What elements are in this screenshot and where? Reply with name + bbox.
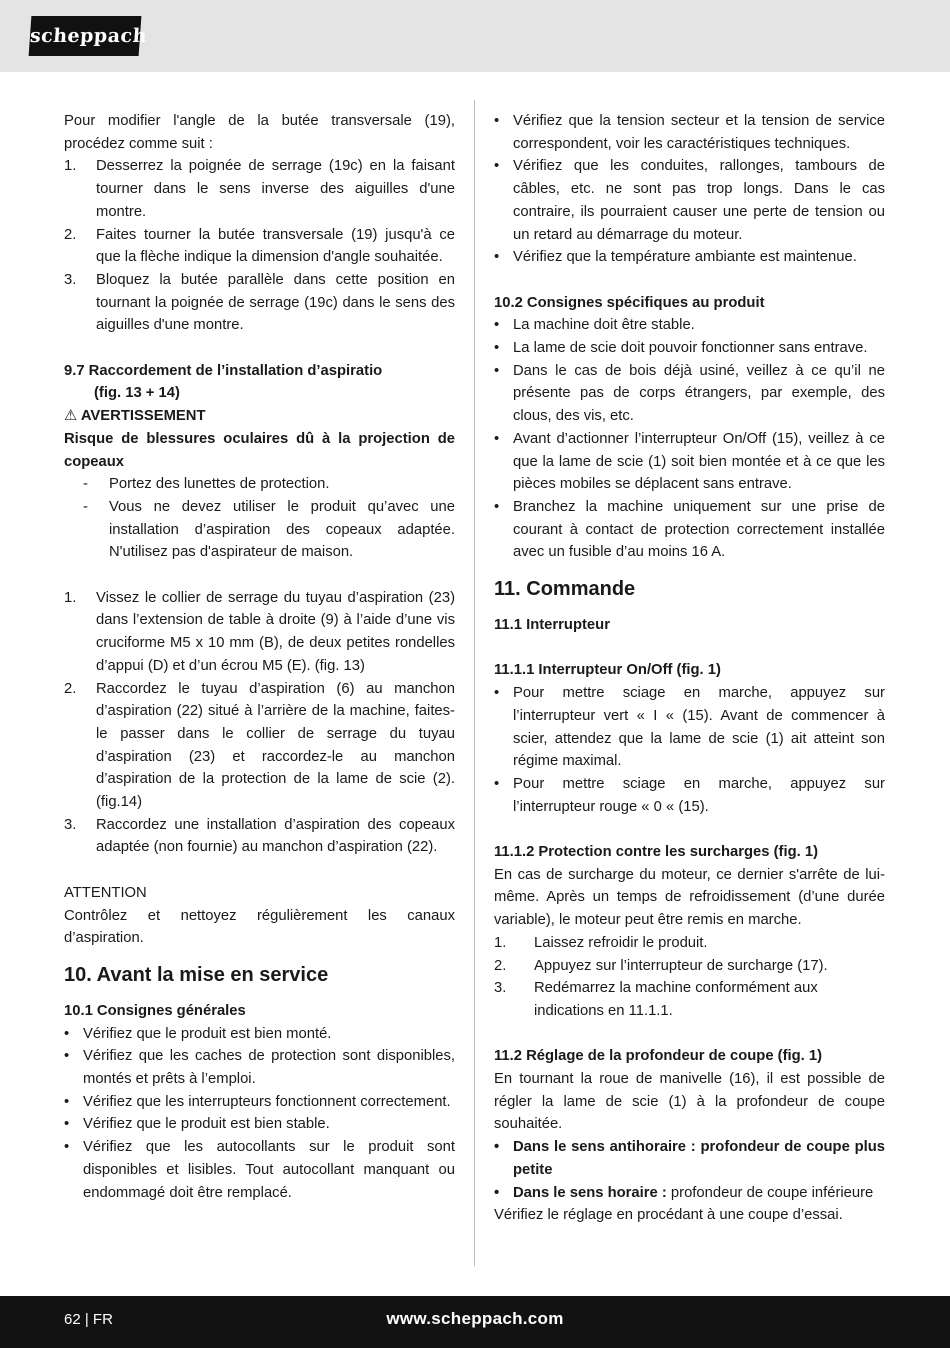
attention-title: ATTENTION [64, 884, 147, 901]
depth-verify-text: Vérifiez le réglage en procédant à une coupe d’essai. [494, 1207, 843, 1224]
list-text: Avant d’actionner l’interrupteur On/Off (15), veillez à ce que la lame de scie (1) soit bien montée et à ce que les pièces mobiles se déplacent sans entrave. [513, 430, 885, 493]
depth-bullet-counterclockwise: • Dans le sens antihoraire : profondeur de coupe plus petite [494, 1139, 885, 1178]
list-marker: • [64, 1093, 70, 1110]
list-marker: • [494, 430, 500, 447]
list-text: Desserrez la poignée de serrage (19c) en la faisant tourner dans le sens inverse des aiguilles d'une montre. [96, 158, 455, 220]
list-marker: 1. [64, 589, 77, 606]
list-item [494, 932, 885, 955]
warning-title: AVERTISSEMENT [80, 408, 206, 425]
list-marker: 2. [64, 226, 77, 243]
section-10-1-title: 10.1 Consignes générales [64, 1002, 246, 1019]
depth-text: En tournant la roue de manivelle (16), il est possible de régler la lame de scie (1) à la profondeur de coupe souhaitée. [494, 1071, 885, 1133]
list-text: Vissez le collier de serrage du tuyau d’aspiration (23) dans l’extension de table à droite (9) à l’aide d’une vis cruciforme M5 x 10 mm (B), de deux petites rondelles d’appui (D) et d’un écrou M5 (E). (fig. 13) [96, 589, 455, 674]
list-item [494, 977, 885, 1022]
section-11-2-title: 11.2 Réglage de la profondeur de coupe (fig. 1) [494, 1048, 823, 1065]
list-marker: • [64, 1025, 70, 1042]
angle-steps [64, 155, 455, 337]
list-item [64, 269, 455, 337]
list-text: Vérifiez que les caches de protection sont disponibles, montés et prêts à l’emploi. [83, 1048, 455, 1088]
list-marker: - [83, 498, 88, 515]
list-marker: - [83, 476, 88, 493]
section-10-title: 10. Avant la mise en service [64, 963, 329, 986]
right-column [494, 110, 885, 1227]
list-marker: • [494, 317, 500, 334]
list-item [64, 1091, 455, 1114]
list-item [494, 682, 885, 773]
list-text: Faites tourner la butée transversale (19) jusqu'à ce que la flèche indique la dimension d'angle souhaitée. [96, 226, 455, 266]
overload-steps [494, 932, 885, 1023]
list-text: Dans le cas de bois déjà usiné, veillez à ce qu’il ne présente pas de corps étrangers, par exemple, des clous, des vis, etc. [513, 362, 885, 425]
list-text: Pour mettre sciage en marche, appuyez sur l’interrupteur vert « I « (15). Avant de commencer à scier, attendez que la lame de scie (1) ait atteint son régime maximal. [513, 685, 885, 770]
depth-bullet-clockwise: • Dans le sens horaire : profondeur de coupe inférieure [494, 1184, 874, 1201]
list-marker: 1. [64, 158, 77, 175]
attention-text: Contrôlez et nettoyez régulièrement les canaux d’aspiration. [64, 907, 455, 947]
list-marker: • [494, 113, 500, 129]
list-item [64, 587, 455, 678]
section-11-1-title: 11.1 Interrupteur [494, 617, 610, 634]
product-instructions [494, 314, 885, 564]
list-marker: • [494, 249, 500, 266]
list-item [494, 955, 885, 978]
column-divider [474, 100, 475, 1266]
section-9-7-fig: (fig. 13 + 14) [94, 385, 180, 402]
list-marker: • [64, 1048, 70, 1065]
list-text: Pour mettre sciage en marche, appuyez sur l’interrupteur rouge « 0 « (15). [513, 775, 885, 815]
list-marker: • [64, 1139, 70, 1156]
list-text: La lame de scie doit pouvoir fonctionner sans entrave. [513, 340, 868, 357]
list-text: Vérifiez que la tension secteur et la tension de service correspondent, voir les caractéristiques techniques. [513, 113, 885, 152]
list-item [64, 1045, 455, 1090]
list-item [494, 773, 885, 818]
section-11-1-1-title: 11.1.1 Interrupteur On/Off (fig. 1) [494, 662, 721, 679]
brand-logo: scheppach [29, 16, 142, 56]
list-marker: • [494, 158, 500, 175]
website-url: www.scheppach.com [386, 1309, 564, 1328]
page-number: 62 | FR [64, 1311, 113, 1328]
warning-risk: Risque de blessures oculaires dû à la projection de copeaux [64, 430, 455, 470]
list-marker: 3. [64, 816, 77, 833]
list-item [64, 155, 455, 223]
suction-steps [64, 587, 455, 859]
list-text: Vérifiez que les conduites, rallonges, tambours de câbles, etc. ne sont pas trop longs. Dans le cas contraire, ils pourraient causer une perte de tension ou un retard au démarrage du moteur. [513, 158, 885, 243]
list-marker: • [494, 362, 500, 379]
list-text: Vérifiez que les interrupteurs fonctionnent correctement. [83, 1093, 451, 1110]
list-marker: • [64, 1116, 70, 1133]
list-marker: • [494, 498, 500, 515]
list-text: Laissez refroidir le produit. [534, 934, 708, 951]
list-text: Vérifiez que les autocollants sur le produit sont disponibles et lisibles. Tout autocollant manquant ou endommagé doit être remplacé. [83, 1139, 455, 1201]
list-marker: 2. [64, 680, 77, 697]
list-item [64, 1136, 455, 1204]
list-text: Branchez la machine uniquement sur une prise de courant à contact de protection correctement installée avec un fusible d’au moins 16 A. [513, 498, 885, 561]
list-marker: 2. [494, 957, 507, 974]
list-item [494, 314, 885, 337]
warning-heading [64, 405, 455, 428]
list-item [64, 224, 455, 269]
list-text: La machine doit être stable. [513, 317, 695, 334]
list-item [494, 155, 885, 246]
list-text: Vérifiez que la température ambiante est maintenue. [513, 249, 857, 266]
list-text: Vous ne devez utiliser le produit qu’avec une installation d’aspiration des copeaux adaptée. N'utilisez pas d'aspirateur de maison. [109, 498, 455, 561]
voltage-items [494, 110, 885, 269]
list-item [64, 1023, 455, 1046]
list-text: Redémarrez la machine conformément aux indications en 11.1.1. [534, 980, 818, 1019]
list-text: Bloquez la butée parallèle dans cette position en tournant la poignée de serrage (19c) dans le sens des aiguilles d'une montre. [96, 271, 455, 334]
section-11-1-2-title: 11.1.2 Protection contre les surcharges (fig. 1) [494, 844, 818, 861]
warning-items [64, 473, 455, 564]
list-item [494, 246, 885, 269]
section-9-7-title: 9.7 Raccordement de l’installation d’aspiratio [64, 362, 383, 379]
list-marker: 1. [494, 934, 507, 951]
warning-icon: ⚠ [64, 408, 78, 425]
list-item [64, 473, 455, 496]
intro-text: Pour modifier l'angle de la butée transversale (19), procédez comme suit : [64, 113, 455, 152]
footer-bar [0, 1296, 950, 1348]
list-item [64, 496, 455, 564]
list-marker: • [494, 340, 500, 357]
general-instructions [64, 1023, 455, 1205]
section-11-title: 11. Commande [494, 578, 636, 601]
list-text: Raccordez le tuyau d’aspiration (6) au manchon d’aspiration (22) situé à l’arrière de la machine, faites-le passer dans le collier de serrage du tuyau d’aspiration (23) et raccordez-le au manchon d’aspiration de la protection de la lame de scie (2). (fig.14) [96, 680, 455, 811]
list-marker: 3. [64, 271, 77, 288]
list-text: Raccordez une installation d’aspiration des copeaux adaptée (non fournie) au manchon d’aspiration (22). [96, 816, 455, 856]
overload-text: En cas de surcharge du moteur, ce dernier s'arrête de lui-même. Après un temps de refroidissement (d’une durée variable), le moteur peut être remis en marche. [494, 866, 885, 929]
list-marker: • [494, 775, 500, 792]
list-item [494, 360, 885, 428]
list-item [64, 814, 455, 859]
list-item [64, 1113, 455, 1136]
left-column [64, 110, 455, 1204]
list-marker: • [494, 685, 500, 702]
list-text: Vérifiez que le produit est bien monté. [83, 1025, 332, 1042]
list-item [64, 678, 455, 814]
header-bar [0, 0, 950, 72]
onoff-items [494, 682, 885, 818]
list-item [494, 110, 885, 155]
list-item [494, 496, 885, 564]
section-10-2-title: 10.2 Consignes spécifiques au produit [494, 294, 765, 311]
list-item [494, 428, 885, 496]
list-text: Portez des lunettes de protection. [109, 476, 330, 493]
list-text: Appuyez sur l’interrupteur de surcharge (17). [534, 957, 828, 974]
list-marker: 3. [494, 980, 507, 997]
list-text: Vérifiez que le produit est bien stable. [83, 1116, 330, 1133]
list-item [494, 337, 885, 360]
